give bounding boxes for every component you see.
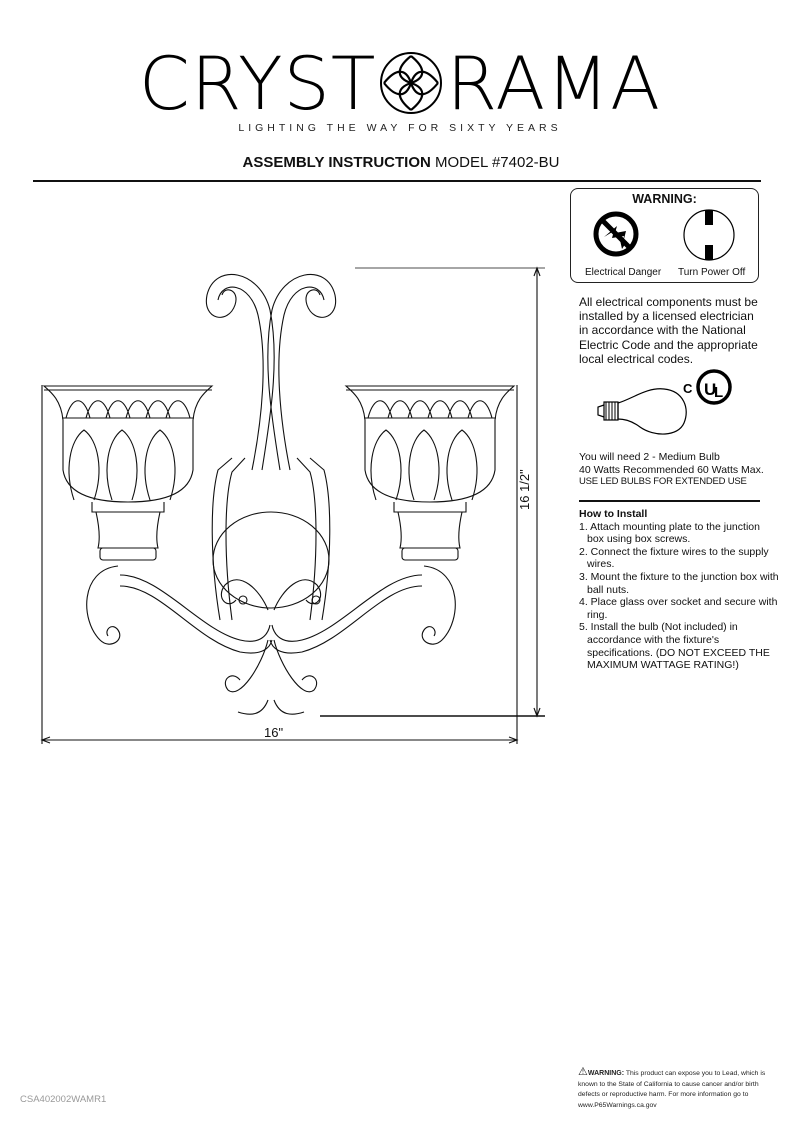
- notice-line: in accordance with the National: [579, 323, 746, 338]
- width-dimension-label: 16": [264, 725, 284, 740]
- crystorama-emblem-icon: [378, 50, 444, 116]
- bulb-requirements: [579, 451, 779, 489]
- svg-text:U: U: [704, 380, 717, 399]
- title-assembly: ASSEMBLY INSTRUCTION: [242, 154, 431, 171]
- turn-power-off-label: Turn Power Off: [678, 267, 746, 278]
- brand-tagline: LIGHTING THE WAY FOR SIXTY YEARS: [238, 122, 562, 134]
- title-model: MODEL #7402-BU: [435, 154, 560, 171]
- svg-text:L: L: [714, 384, 724, 401]
- fixture-line-drawing: [0, 250, 560, 750]
- prop65-warning: [578, 1067, 778, 1111]
- height-dimension-label: 16 1/2": [517, 469, 532, 510]
- warning-box: [570, 188, 759, 283]
- light-bulb-icon: [592, 383, 692, 439]
- warning-triangle-icon: ⚠: [578, 1066, 588, 1078]
- svg-text:C: C: [683, 381, 693, 396]
- electrical-danger-label: Electrical Danger: [585, 267, 662, 278]
- install-step: 5. Install the bulb (Not included) in accordance with the fixture's specifications. (DO NOT EXCEED THE MAXIMUM WATTAGE RATING!): [579, 621, 770, 672]
- electrical-notice: [579, 295, 769, 366]
- bulb-count: You will need 2 - Medium Bulb: [579, 451, 720, 463]
- install-step: 4. Place glass over socket and secure with ring.: [579, 596, 778, 621]
- bulb-wattage: 40 Watts Recommended 60 Watts Max.: [579, 463, 764, 476]
- brand-name-right: RAMA: [446, 41, 662, 127]
- install-step: 3. Mount the fixture to the junction box with ball nuts.: [579, 570, 779, 596]
- notice-line: Electric Code and the appropriate: [579, 337, 758, 352]
- brand-name-left: CRYST: [138, 41, 377, 127]
- notice-line: All electrical components must be: [579, 295, 758, 309]
- warning-title: WARNING:: [632, 192, 697, 206]
- notice-line: local electrical codes.: [579, 351, 694, 366]
- install-instructions: [579, 508, 779, 672]
- electrical-danger-icon: [591, 209, 641, 259]
- install-heading: How to Install: [579, 508, 648, 520]
- notice-line: installed by a licensed electrician: [579, 309, 754, 324]
- brand-logo: [138, 41, 662, 127]
- prop65-text: This product can expose you to Lead, which is known to the State of California to cause cancer and/or birth defects or reproductive harm. For more information go to www.P65Warnings.ca.gov: [578, 1070, 766, 1109]
- install-step: 2. Connect the fixture wires to the supply wires.: [579, 545, 769, 571]
- document-code: CSA402002WAMR1: [20, 1094, 107, 1105]
- page-title: [0, 154, 802, 171]
- bulb-divider: [579, 500, 760, 502]
- turn-power-off-icon: [681, 207, 737, 263]
- install-step: 1. Attach mounting plate to the junction box using box screws.: [579, 520, 760, 546]
- bulb-led-note: USE LED BULBS FOR EXTENDED USE: [579, 476, 747, 487]
- prop65-label: WARNING:: [587, 1070, 625, 1077]
- header-divider: [33, 180, 761, 182]
